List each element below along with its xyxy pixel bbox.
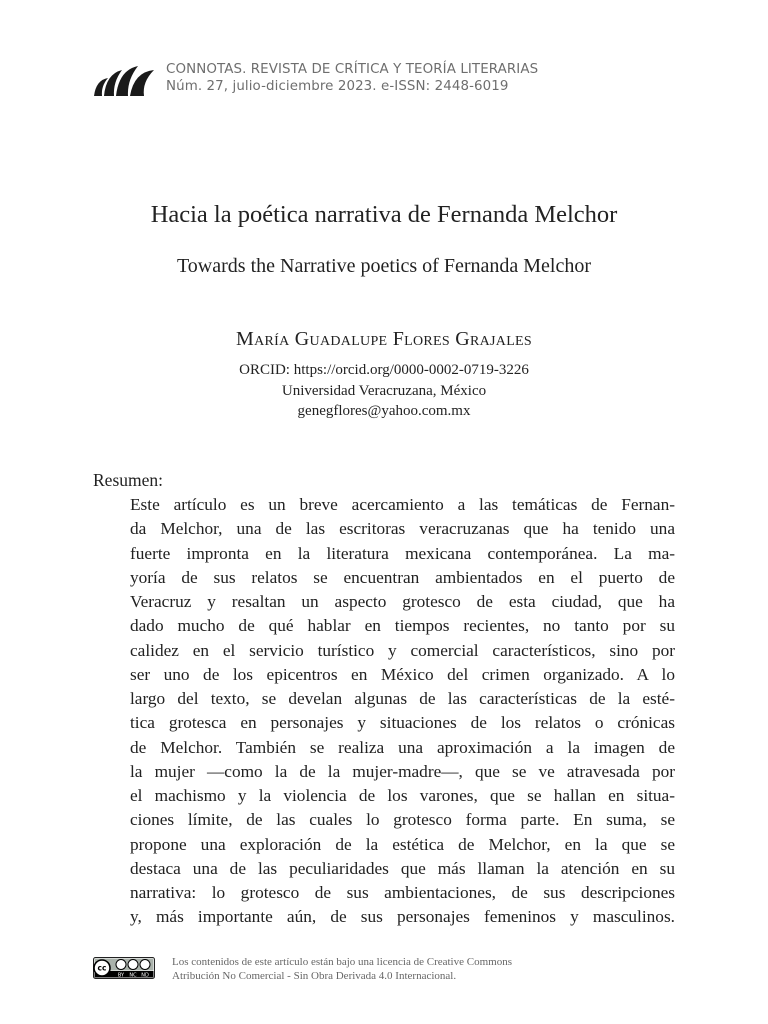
journal-header [92, 58, 652, 102]
license-footer [93, 955, 693, 985]
author-affiliation [0, 360, 768, 422]
license-text-line2: Atribución No Comercial - Sin Obra Derivada 4.0 Internacional. [172, 970, 457, 982]
abstract-label: Resumen: [93, 470, 163, 490]
abstract-line: ciones límite, de las cuales lo grotesco forma parte. En suma, se [130, 810, 675, 830]
abstract-line: destaca una de las peculiaridades que más llaman la atención en su [130, 858, 675, 878]
abstract-line: Este artículo es un breve acercamiento a las temáticas de Fernan- [130, 495, 675, 514]
abstract-line: la mujer —como la de la mujer-madre—, que se ve atravesada por [130, 761, 675, 781]
orcid-link[interactable]: https://orcid.org/0000-0002-0719-3226 [293, 362, 529, 378]
abstract-line: dado mucho de qué hablar en tiempos recientes, no tanto por su [130, 616, 675, 636]
creative-commons-by-nc-nd-icon[interactable] [93, 957, 155, 979]
cc-by-label: BY [117, 972, 125, 979]
abstract-body [130, 493, 675, 930]
license-text-line1: Los contenidos de este artículo están bajo una licencia de Creative Commons [172, 956, 512, 968]
cc-mark: cc [97, 963, 107, 973]
article-subtitle: Towards the Narrative poetics of Fernanda Melchor [176, 255, 591, 277]
abstract-line: da Melchor, una de las escritoras veracruzanas que ha tenido una [130, 519, 675, 539]
article-title: Hacia la poética narrativa de Fernanda Melchor [150, 201, 618, 228]
issue-info: Núm. 27, julio-diciembre 2023. e-ISSN: 2448-6019 [166, 79, 509, 94]
cc-nc-label: NC [129, 972, 137, 979]
abstract-line: calidez en el servicio turístico y comercial característicos, sino por [130, 640, 675, 660]
journal-name: CONNOTAS. REVISTA DE CRÍTICA Y TEORÍA LITERARIAS [166, 62, 539, 77]
author-name: María Guadalupe Flores Grajales [236, 328, 532, 350]
institution: Universidad Veracruzana, México [281, 382, 487, 399]
abstract-line: propone una exploración de la estética de Melchor, en la que se [130, 834, 675, 854]
abstract-line: largo del texto, se develan algunas de las características de la esté- [130, 689, 675, 708]
abstract-line: fuerte impronta en la literatura mexicana contemporánea. La ma- [130, 543, 675, 563]
abstract-line: y, más importante aún, de sus personajes femeninos y masculinos. [130, 907, 675, 927]
author-email[interactable]: genegflores@yahoo.com.mx [297, 403, 471, 419]
abstract-line: tica grotesca en personajes y situaciones de los relatos o crónicas [130, 713, 675, 733]
orcid-line [0, 360, 768, 381]
abstract-line: yoría de sus relatos se encuentran ambientados en el puerto de [130, 567, 675, 587]
abstract-line: de Melchor. También se realiza una aproximación a la imagen de [130, 737, 675, 757]
abstract-line: ser uno de los epicentros en México del crimen organizado. A lo [130, 664, 675, 684]
abstract-line: el machismo y la violencia de los varones, que se hallan en situa- [130, 786, 675, 805]
abstract-line: narrativa: lo grotesco de sus ambientaciones, de sus descripciones [130, 883, 675, 902]
cc-nd-label: ND [141, 972, 149, 979]
abstract-line: Veracruz y resaltan un aspecto grotesco de esta ciudad, que ha [130, 592, 675, 611]
journal-logo-icon [92, 62, 158, 100]
orcid-label: ORCID: [239, 362, 290, 378]
